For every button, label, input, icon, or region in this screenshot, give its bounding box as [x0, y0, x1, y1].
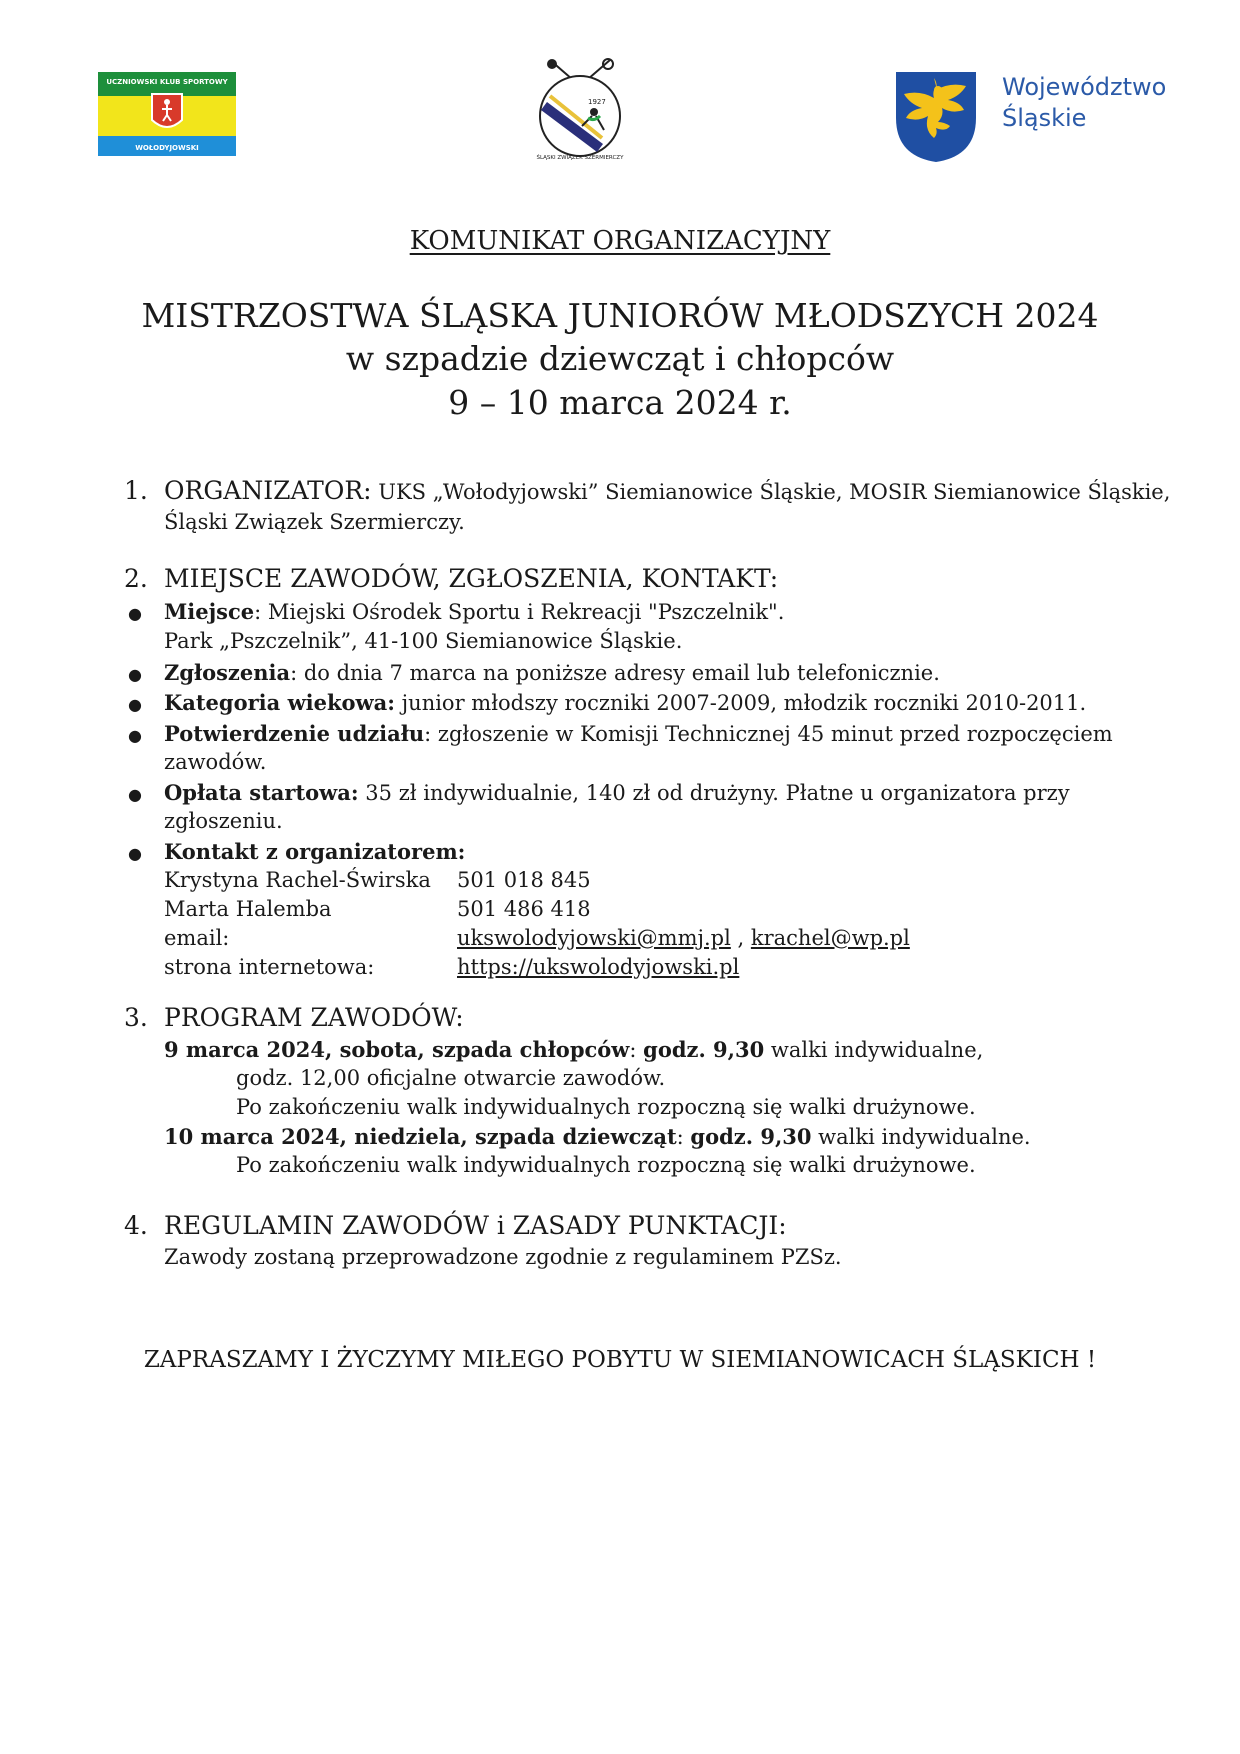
- bullet-icon: ●: [128, 726, 142, 745]
- section-2-title: MIEJSCE ZAWODÓW, ZGŁOSZENIA, KONTAKT:: [164, 564, 779, 593]
- contact-name: Marta Halemba: [164, 897, 332, 921]
- uks-logo: [98, 72, 236, 156]
- section-4-heading: [124, 1211, 787, 1240]
- www-value: [457, 955, 739, 979]
- email-label: email:: [164, 926, 230, 950]
- section-4-text: Zawody zostaną przeprowadzone zgodnie z regulaminem PZSz.: [164, 1245, 842, 1269]
- potwierdzenie-cont: zawodów.: [164, 750, 267, 774]
- website-link[interactable]: https://ukswolodyjowski.pl: [457, 955, 740, 979]
- psz-ring-text: ŚLĄSKI ZWIĄZEK SZERMIERCZY: [536, 155, 624, 160]
- bullet-icon: ●: [128, 665, 142, 684]
- oplata-cont: zgłoszeniu.: [164, 809, 283, 833]
- woj-line2: Śląskie: [1002, 104, 1087, 132]
- wojewodztwo-logo: [894, 70, 1174, 170]
- day1-opening: godz. 12,00 oficjalne otwarcie zawodów.: [236, 1066, 666, 1090]
- section-3-number: 3.: [124, 1003, 148, 1032]
- section-4-number: 4.: [124, 1211, 148, 1240]
- email-link-krachel[interactable]: krachel@wp.pl: [750, 926, 910, 950]
- section-1-text-cont: Śląski Związek Szermierczy.: [164, 510, 465, 534]
- contact-phone: 501 486 418: [457, 897, 591, 921]
- uks-top-text: UCZNIOWSKI KLUB SPORTOWY: [106, 78, 228, 86]
- day1-line: 9 marca 2024, sobota, szpada chłopców: godz. 9,30 walki indywidualne,: [164, 1037, 984, 1062]
- section-3-title: PROGRAM ZAWODÓW:: [164, 1003, 464, 1032]
- contact-phone: 501 018 845: [457, 868, 591, 892]
- zgloszenia-item: Zgłoszenia: do dnia 7 marca na poniższe adresy email lub telefonicznie.: [164, 660, 940, 685]
- bullet-icon: ●: [128, 785, 142, 804]
- miejsce-address: Park „Pszczelnik”, 41-100 Siemianowice Śląskie.: [164, 629, 683, 653]
- woj-line1: Województwo: [1002, 73, 1167, 101]
- section-4-title: REGULAMIN ZAWODÓW i ZASADY PUNKTACJI:: [164, 1211, 787, 1240]
- day2-line: 10 marca 2024, niedziela, szpada dziewcząt: godz. 9,30 walki indywidualne.: [164, 1124, 1031, 1149]
- contact-name: Krystyna Rachel-Świrska: [164, 868, 431, 892]
- section-1-text: UKS „Wołodyjowski” Siemianowice Śląskie, MOSIR Siemianowice Śląskie,: [371, 480, 1171, 504]
- szermierka-logo: [530, 56, 630, 160]
- kategoria-item: Kategoria wiekowa: junior młodszy roczniki 2007-2009, młodzik roczniki 2010-2011.: [164, 690, 1087, 715]
- potwierdzenie-item: Potwierdzenie udziału: zgłoszenie w Komisji Technicznej 45 minut przed rozpoczęciem: [164, 721, 1113, 746]
- bullet-icon: ●: [128, 604, 142, 623]
- section-1-title: ORGANIZATOR:: [164, 476, 372, 505]
- section-2-number: 2.: [124, 564, 148, 593]
- day2-team: Po zakończeniu walk indywidualnych rozpoczną się walki drużynowe.: [236, 1153, 976, 1177]
- section-3-heading: [124, 1003, 464, 1032]
- section-1-heading: [124, 476, 1170, 505]
- www-label: strona internetowa:: [164, 955, 375, 979]
- kontakt-item: Kontakt z organizatorem:: [164, 839, 466, 864]
- closing-invitation: ZAPRASZAMY I ŻYCZYMY MIŁEGO POBYTU W SIEMIANOWICACH ŚLĄSKICH !: [143, 1347, 1097, 1373]
- miejsce-item: Miejsce: Miejski Ośrodek Sportu i Rekreacji "Pszczelnik".: [164, 599, 785, 624]
- email-values: ukswolodyjowski@mmj.pl , krachel@wp.pl: [457, 926, 910, 950]
- email-link-uks[interactable]: ukswolodyjowski@mmj.pl: [457, 926, 731, 950]
- uks-bottom-text: WOŁODYJOWSKI: [135, 144, 199, 152]
- komunikat-heading: KOMUNIKAT ORGANIZACYJNY: [409, 226, 831, 256]
- oplata-item: Opłata startowa: 35 zł indywidualnie, 140 zł od drużyny. Płatne u organizatora przy: [164, 780, 1070, 805]
- section-1-number: 1.: [124, 476, 148, 505]
- bullet-icon: ●: [128, 695, 142, 714]
- psz-year: 1927: [588, 98, 606, 106]
- section-2-heading: [124, 564, 778, 593]
- event-dates: 9 – 10 marca 2024 r.: [448, 383, 792, 422]
- main-subtitle: w szpadzie dziewcząt i chłopców: [345, 339, 895, 378]
- bullet-icon: ●: [128, 844, 142, 863]
- day1-team: Po zakończeniu walk indywidualnych rozpoczną się walki drużynowe.: [236, 1095, 976, 1119]
- eagle-crest-icon: [894, 70, 978, 164]
- main-title: MISTRZOSTWA ŚLĄSKA JUNIORÓW MŁODSZYCH 2024: [141, 296, 1099, 335]
